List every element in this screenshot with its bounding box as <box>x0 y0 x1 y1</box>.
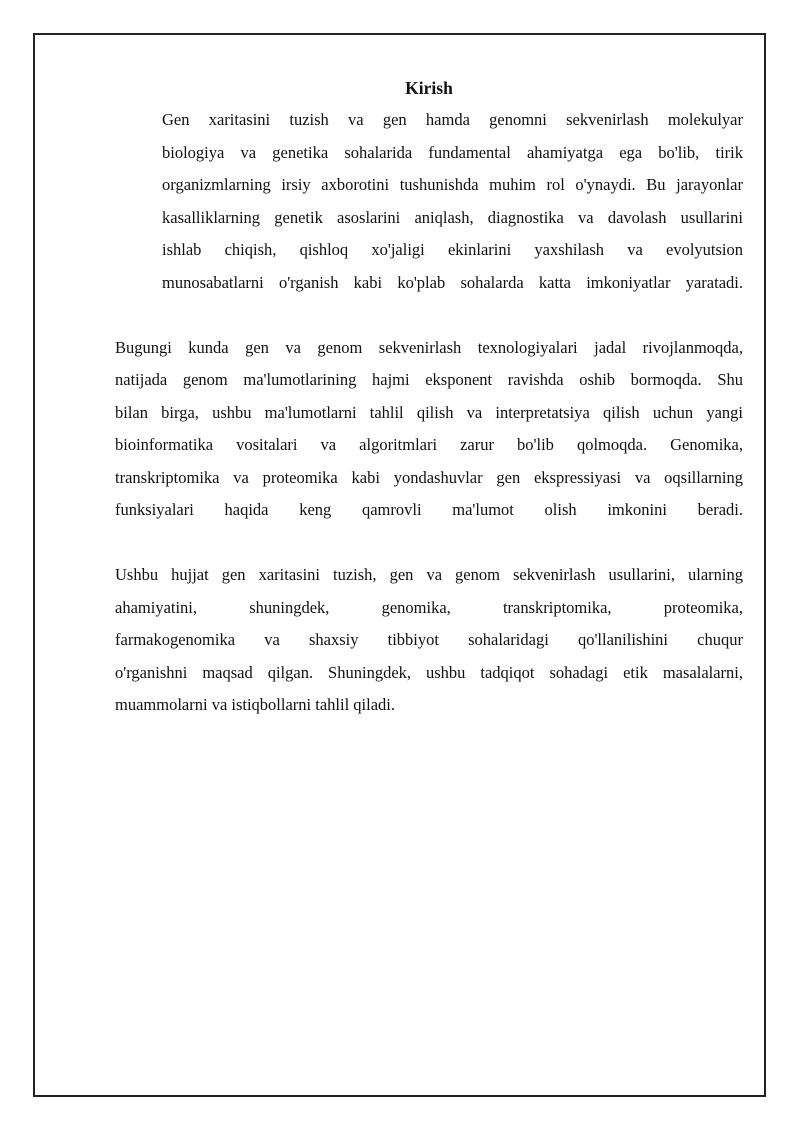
text-line: farmakogenomika va shaxsiy tibbiyot sohalaridagi qo'llanilishini chuqur <box>115 630 743 649</box>
text-line: organizmlarning irsiy axborotini tushunishda muhim rol o'ynaydi. Bu jarayonlar <box>162 175 743 194</box>
text-line: funksiyalari haqida keng qamrovli ma'lumot olish imkonini beradi. <box>115 500 743 519</box>
text-line: kasalliklarning genetik asoslarini aniqlash, diagnostika va davolash usullarini <box>162 207 743 227</box>
text-line: bioinformatika vositalari va algoritmlari zarur bo'lib qolmoqda. Genomika, <box>115 435 743 454</box>
text-line: ahamiyatini, shuningdek, genomika, transkriptomika, proteomika, <box>115 597 743 617</box>
text-line: biologiya va genetika sohalarida fundamental ahamiyatga ega bo'lib, tirik <box>162 142 743 162</box>
paragraph-intro <box>115 104 743 299</box>
text-line: Ushbu hujjat gen xaritasini tuzish, gen va genom sekvenirlash usullarini, ularning <box>115 565 743 584</box>
text-line: muammolarni va istiqbollarni tahlil qiladi. <box>115 695 395 714</box>
document-body <box>115 74 743 754</box>
text-line: transkriptomika va proteomika kabi yondashuvlar gen ekspressiyasi va oqsillarning <box>115 467 743 487</box>
text-line: ishlab chiqish, qishloq xo'jaligi ekinlarini yaxshilash va evolyutsion <box>162 240 743 259</box>
paragraph-technologies <box>115 332 743 527</box>
text-line: Bugungi kunda gen va genom sekvenirlash texnologiyalari jadal rivojlanmoqda, <box>115 337 743 357</box>
text-line: natijada genom ma'lumotlarining hajmi eksponent ravishda oshib bormoqda. Shu <box>115 370 743 389</box>
page-title: Kirish <box>405 78 453 98</box>
text-line: munosabatlarni o'rganish kabi ko'plab sohalarda katta imkoniyatlar yaratadi. <box>162 272 743 292</box>
text-line: Gen xaritasini tuzish va gen hamda genomni sekvenirlash molekulyar <box>162 110 743 129</box>
text-line: o'rganishni maqsad qilgan. Shuningdek, ushbu tadqiqot sohadagi etik masalalarni, <box>115 662 743 682</box>
text-line: bilan birga, ushbu ma'lumotlarni tahlil qilish va interpretatsiya qilish uchun yangi <box>115 402 743 422</box>
paragraph-purpose <box>115 559 743 722</box>
